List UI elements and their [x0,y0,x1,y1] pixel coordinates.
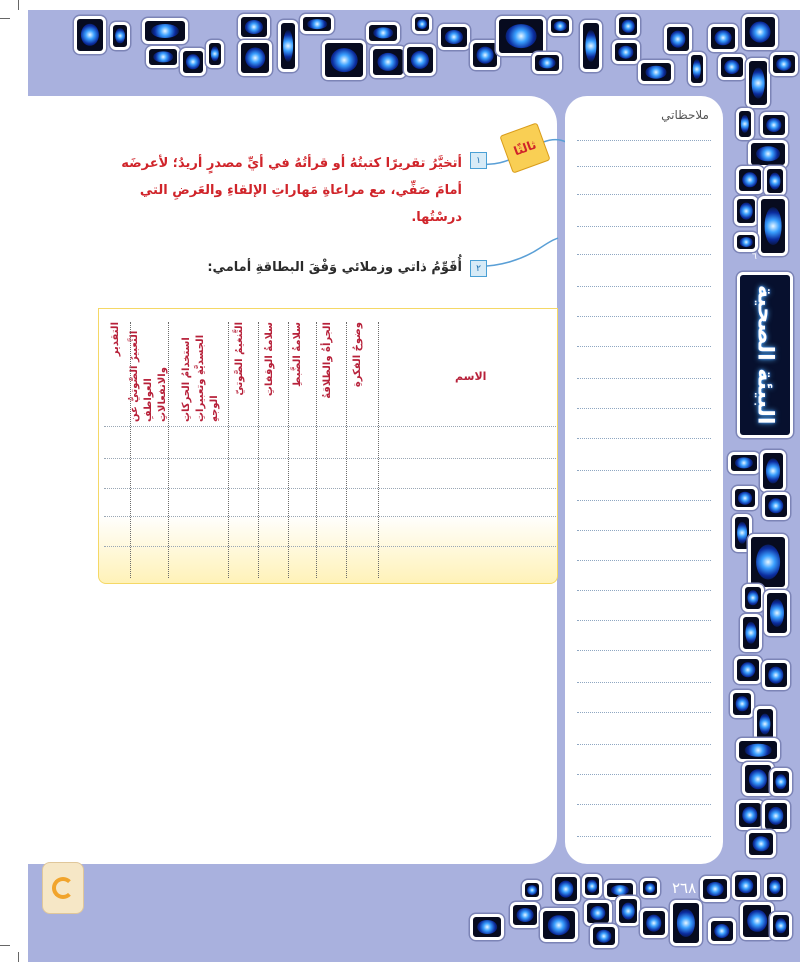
note-line [577,774,711,775]
note-line [577,286,711,287]
crop-mark [18,952,19,962]
note-line [577,378,711,379]
note-line [577,620,711,621]
activity-number-1: ١ [470,152,487,169]
note-line [577,438,711,439]
table-row-divider [104,488,556,489]
note-line [577,682,711,683]
table-column-divider [378,322,379,578]
note-line [577,836,711,837]
page-number: ٢٦٨ [672,879,697,897]
note-line [577,530,711,531]
note-line [577,254,711,255]
unit-title-label [737,272,793,438]
note-line [577,744,711,745]
unit-title-text: البيئة الصحية [752,285,778,425]
criterion-header: سلامةُ الضَّبطِ [292,322,303,387]
note-line [577,470,711,471]
crop-mark [18,0,19,10]
note-line [577,804,711,805]
table-column-divider [316,322,317,578]
criterion-header: سلامةُ الوقفاتِ [264,322,275,397]
note-line [577,650,711,651]
criterion-header: استخدامُ الحركاتِ الجسديَّةِ وتعبيراتِ الوجهِ [181,334,220,422]
publisher-logo [42,862,84,914]
table-column-divider [288,322,289,578]
criterion-header: التَّنغيمُ الصَّوتيّ [234,322,245,396]
note-line [577,346,711,347]
note-line [577,194,711,195]
note-line [577,500,711,501]
activity-number-2: ٢ [470,260,487,277]
activity-1-text: أتخيَّرُ تقريرًا كتبتُهُ أو قرأتُهُ في أيِّ مصدرٍ أريدُ؛ لأعرضَه أمامَ صَفِّي، مع مراعاةِ مَهاراتِ الإلقاءِ والعَرضِ التي درسْتُها. [121,156,462,225]
notes-panel [565,96,723,864]
note-line [577,140,711,141]
notes-title: ملاحظاتي [661,108,709,122]
name-column-header: الاسم [455,370,487,383]
table-row-divider [104,426,556,427]
side-mark: ٦ [752,252,757,262]
table-row-divider [104,546,556,547]
crop-mark [0,945,10,946]
criterion-header: وضوحُ الفكرةِ [352,322,363,388]
activity-2-text: أُقَوِّمُ ذاتي وزملائي وَفْقَ البطاقةِ أمامي: [207,260,462,275]
note-line [577,712,711,713]
note-line [577,226,711,227]
note-line [577,408,711,409]
note-line [577,590,711,591]
note-line [577,166,711,167]
table-row-divider [104,516,556,517]
criterion-header: التقدير [110,322,121,357]
table-row-divider [104,458,556,459]
crop-mark [0,18,10,19]
table-column-divider [130,322,131,578]
note-line [577,560,711,561]
table-column-divider [168,322,169,578]
table-column-divider [346,322,347,578]
table-column-divider [228,322,229,578]
section-badge-text: ثالثًا [511,137,539,159]
criterion-header: التَّعبيرُ الصَّوتيُّ عن العواطفِ والانفعالاتِ [129,330,168,422]
table-column-divider [258,322,259,578]
criterion-header: الجرأةُ والطلاقةُ [322,322,333,399]
note-line [577,316,711,317]
